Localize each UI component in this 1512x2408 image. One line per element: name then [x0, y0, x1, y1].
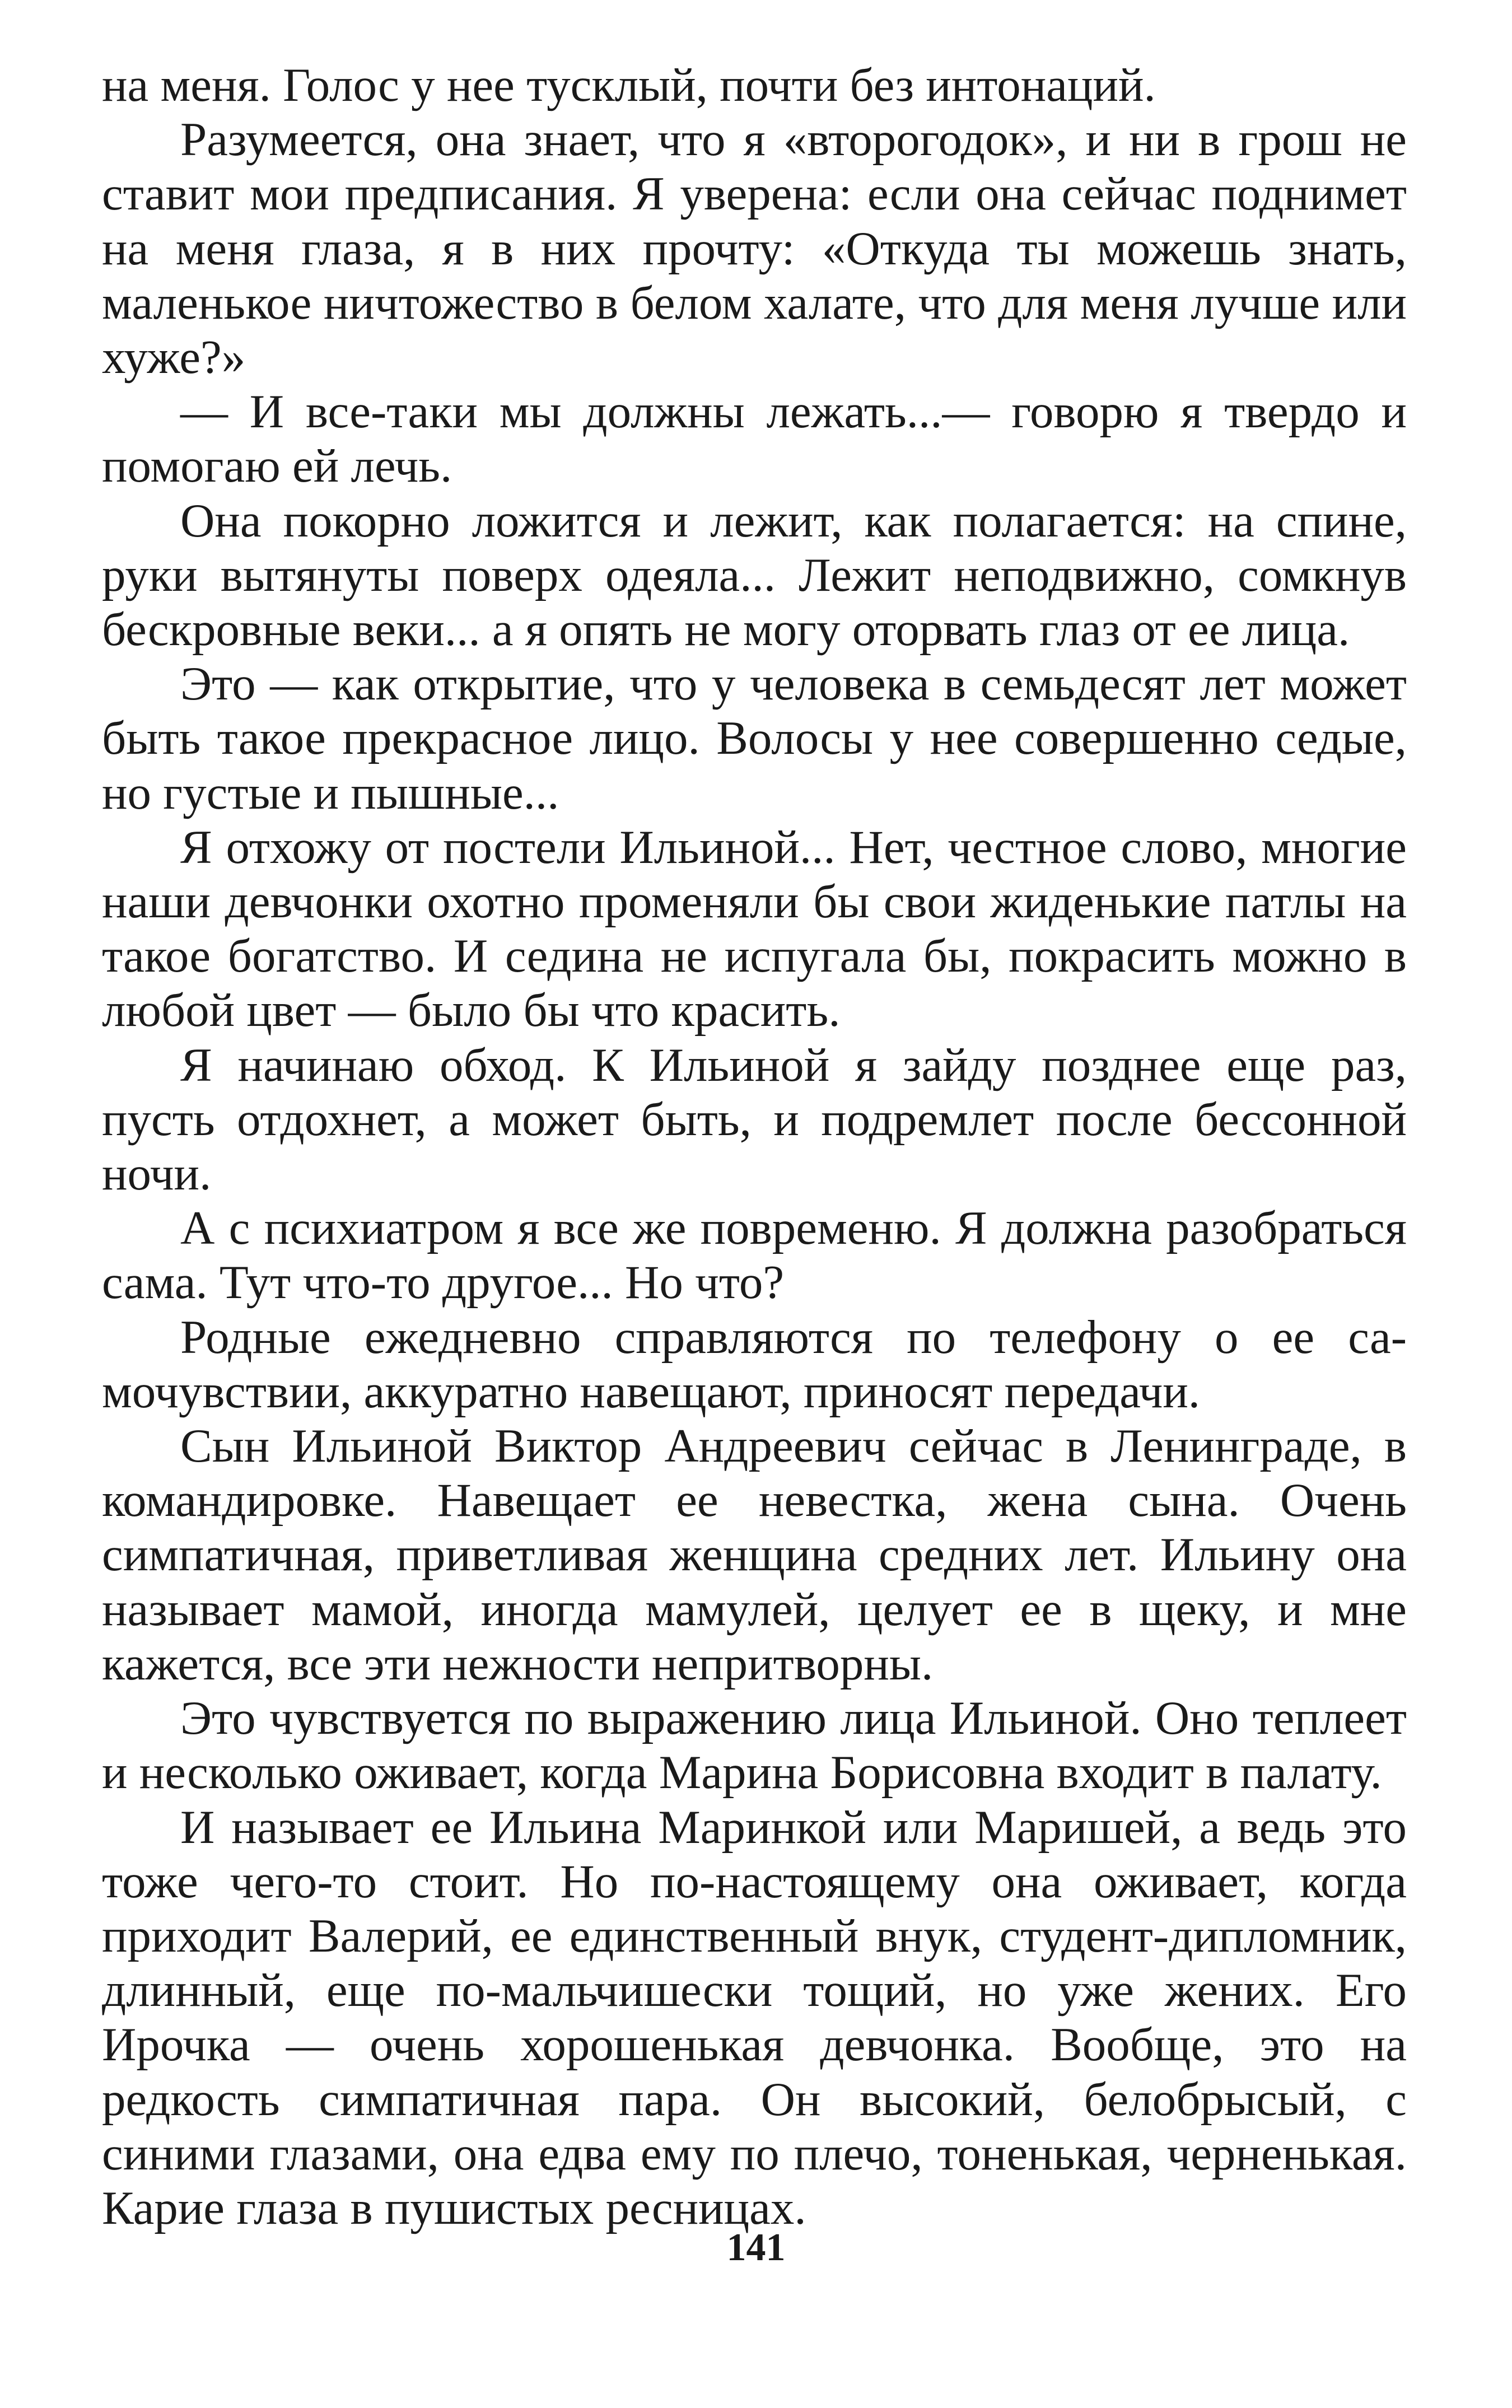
paragraph-3: — И все-таки мы должны лежать...— говорю я твердо и помогаю ей лечь. [102, 385, 1407, 493]
paragraph-12: И называет ее Ильина Маринкой или Маришей, а ведь это тоже чего-то стоит. Но по-настоящему она оживает, когда приходит Валерий, ее единственный внук, студент-дипломник, длинный, еще по-мальчишески тощий, но уже жених. Его Ирочка — очень хорошенькая девчонка. Вообще, это на редкость симпатичная пара. Он высокий, белобрысый, с синими глазами, она едва ему по плечо, тоненькая, черненькая. Карие глаза в пушистых ресницах. [102, 1800, 1407, 2234]
paragraph-5: Это — как открытие, что у человека в семьдесят лет может быть такое прекрасное лицо. Волосы у нее совершенно седые, но густые и пышные... [102, 657, 1407, 819]
paragraph-8: А с психиатром я все же повременю. Я должна разобраться сама. Тут что-то другое... Но что? [102, 1202, 1407, 1309]
paragraph-6: Я отхожу от постели Ильиной... Нет, честное слово, многие наши девчонки охотно променяли бы свои жиденькие патлы на такое богатство. И седина не испугала бы, покрасить можно в любой цвет — было бы что красить. [102, 820, 1407, 1037]
paragraph-1: на меня. Голос у нее тусклый, почти без интонаций. [102, 59, 1156, 111]
paragraph-9: Родные ежедневно справляются по телефону о ее самочувствии, аккуратно навещают, приносят передачи. [102, 1310, 1407, 1418]
paragraph-2: Разумеется, она знает, что я «второгодок», и ни в грош не ставит мои предписания. Я уверена: если она сейчас поднимет на меня глаза, я в них прочту: «Откуда ты можешь знать, маленькое ничтожество в белом халате, что для меня лучше или хуже?» [102, 113, 1407, 384]
page-number: 141 [726, 2226, 786, 2269]
paragraph-10: Сын Ильиной Виктор Андреевич сейчас в Ленинграде, в командировке. Навещает ее невестка, жена сына. Очень симпатичная, приветливая женщина средних лет. Ильину она называет мамой, иногда мамулей, целует ее в щеку, и мне кажется, все эти нежности непритворны. [102, 1420, 1407, 1690]
page-body [102, 58, 1407, 2236]
paragraph-11: Это чувствуется по выражению лица Ильиной. Оно теплеет и несколько оживает, когда Марина Борисовна входит в палату. [102, 1692, 1407, 1799]
paragraph-7: Я начинаю обход. К Ильиной я зайду позднее еще раз, пусть отдохнет, а может быть, и подремлет после бессонной ночи. [102, 1038, 1407, 1201]
paragraph-4: Она покорно ложится и лежит, как полагается: на спине, руки вытянуты поверх одеяла... Лежит неподвижно, сомкнув бескровные веки... а я опять не могу оторвать глаз от ее лица. [102, 494, 1407, 656]
